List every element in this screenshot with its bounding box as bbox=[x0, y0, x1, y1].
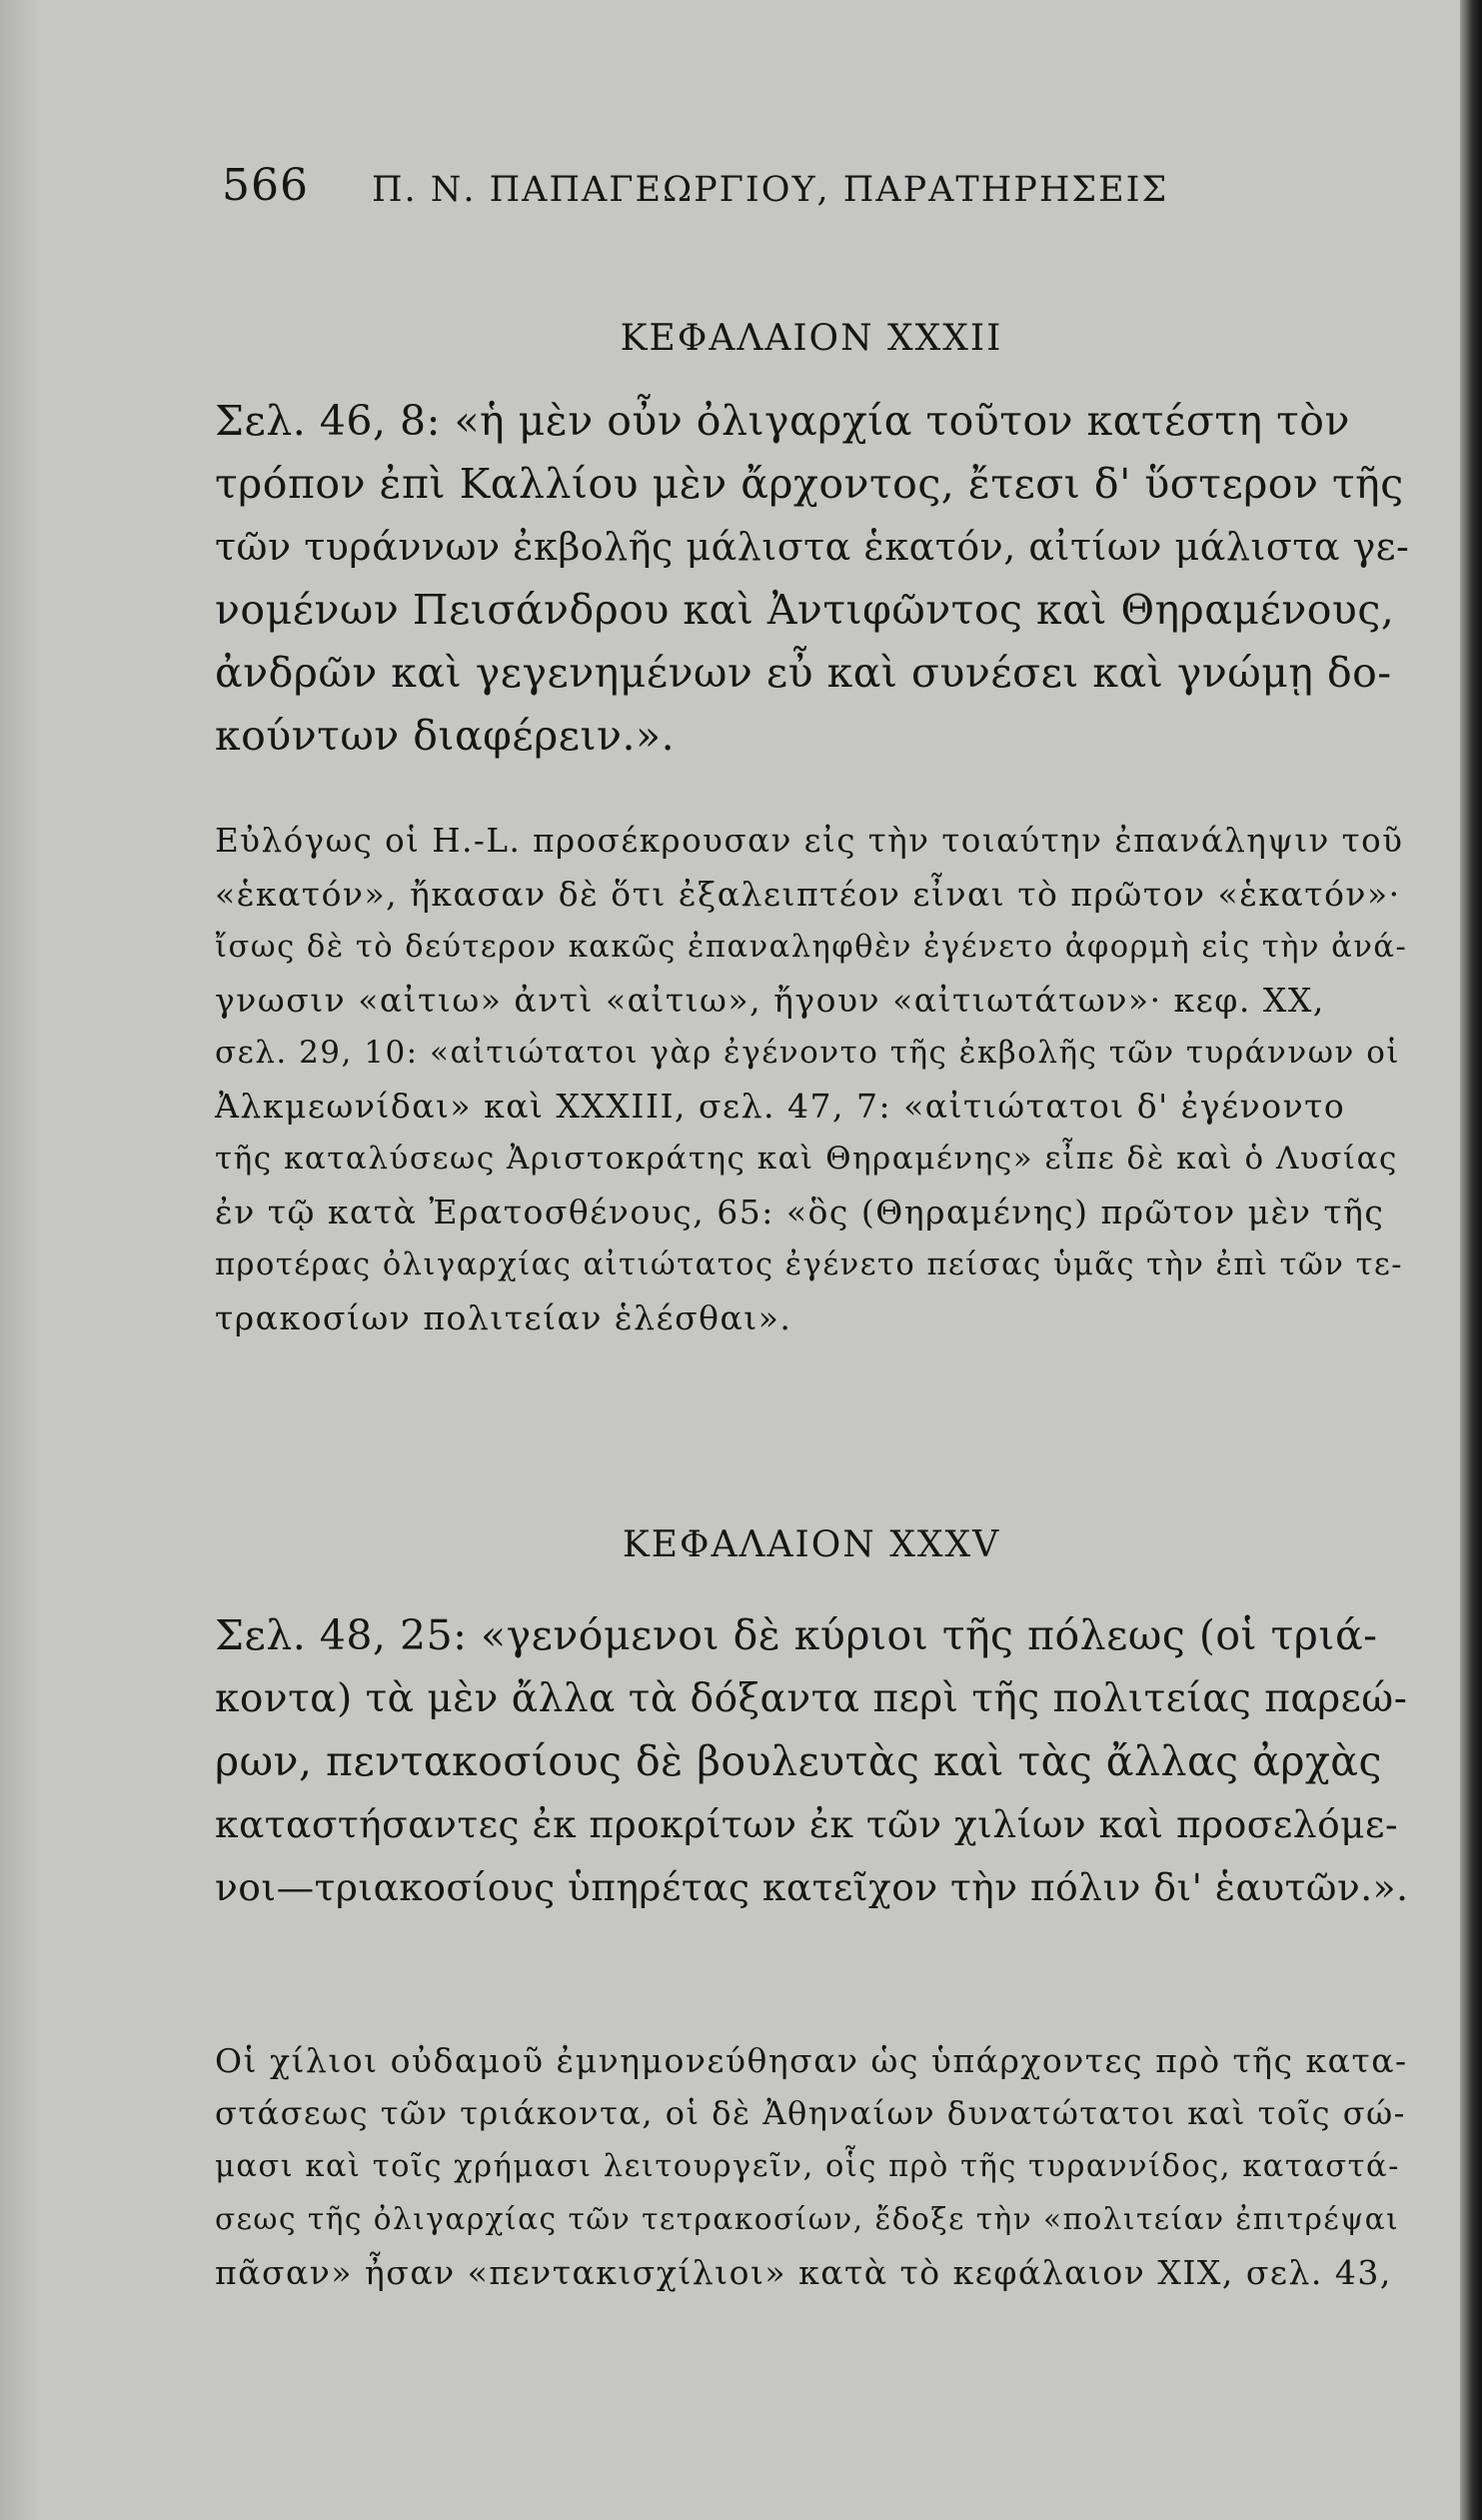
text-line: πᾶσαν» ἦσαν «πεντακισχίλιοι» κατὰ τὸ κεφάλαιον XIX, σελ. 43, bbox=[215, 2253, 1392, 2292]
page-shadow-left bbox=[0, 0, 40, 2520]
text-line: «ἑκατόν», ἤκασαν δὲ ὅτι ἐξαλειπτέον εἶναι τὸ πρῶτον «ἑκατόν»· bbox=[215, 875, 1401, 914]
text-line: Οἱ χίλιοι οὐδαμοῦ ἐμνημονεύθησαν ὡς ὑπάρχοντες πρὸ τῆς κατα- bbox=[215, 2041, 1408, 2080]
text-line: ἴσως δὲ τὸ δεύτερον κακῶς ἐπαναληφθὲν ἐγένετο ἀφορμὴ εἰς τὴν ἀνά- bbox=[215, 930, 1408, 965]
text-line: μασι καὶ τοῖς χρήμασι λειτουργεῖν, οἷς πρὸ τῆς τυραννίδος, καταστά- bbox=[215, 2149, 1400, 2184]
text-line: σελ. 29, 10: «αἰτιώτατοι γὰρ ἐγένοντο τῆς ἐκβολῆς τῶν τυράννων οἱ bbox=[215, 1035, 1401, 1071]
text-line: Σελ. 48, 25: «γενόμενοι δὲ κύριοι τῆς πόλεως (οἱ τριά- bbox=[215, 1611, 1378, 1659]
text-line: τρακοσίων πολιτείαν ἑλέσθαι». bbox=[215, 1298, 792, 1337]
text-line: τρόπον ἐπὶ Καλλίου μὲν ἄρχοντος, ἔτεσι δ' ὕστερον τῆς bbox=[215, 460, 1404, 508]
text-line: ἐν τῷ κατὰ Ἐρατοσθένους, 65: «ὃς (Θηραμένης) πρῶτον μὲν τῆς bbox=[215, 1193, 1385, 1232]
text-line: ἀνδρῶν καὶ γεγενημένων εὖ καὶ συνέσει καὶ γνώμῃ δο- bbox=[215, 649, 1392, 697]
comment-paragraph bbox=[215, 2034, 1409, 2299]
text-line: σεως τῆς ὀλιγαρχίας τῶν τετρακοσίων, ἔδοξε τὴν «πολιτείαν ἐπιτρέψαι bbox=[215, 2202, 1400, 2236]
text-line: νοι—τριακοσίους ὑπηρέτας κατεῖχον τὴν πόλιν δι' ἑαυτῶν.». bbox=[215, 1865, 1409, 1909]
text-line: γνωσιν «αἰτιω» ἀντὶ «αἰτιω», ἤγουν «αἰτιωτάτων»· κεφ. XX, bbox=[215, 981, 1325, 1020]
text-line: στάσεως τῶν τριάκοντα, οἱ δὲ Ἀθηναίων δυνατώτατοι καὶ τοῖς σώ- bbox=[215, 2094, 1406, 2132]
text-line: κούντων διαφέρειν.». bbox=[215, 712, 676, 760]
text-line: Ἀλκμεωνίδαι» καὶ XXXIII, σελ. 47, 7: «αἰτιώτατοι δ' ἐγένοντο bbox=[215, 1087, 1346, 1126]
comment-paragraph bbox=[215, 815, 1409, 1344]
text-line: προτέρας ὀλιγαρχίας αἰτιώτατος ἐγένετο πείσας ὑμᾶς τὴν ἐπὶ τῶν τε- bbox=[215, 1248, 1404, 1282]
chapter-heading: ΚΕΦΑΛΑΙΟΝ XXXII bbox=[620, 318, 1003, 359]
quote-paragraph bbox=[215, 390, 1409, 768]
chapter-heading: ΚΕΦΑΛΑΙΟΝ XXXV bbox=[622, 1524, 1001, 1565]
text-line: νομένων Πεισάνδρου καὶ Ἀντιφῶντος καὶ Θηραμένους, bbox=[215, 586, 1395, 634]
text-line: Εὐλόγως οἱ Η.-L. προσέκρουσαν εἰς τὴν τοιαύτην ἐπανάληψιν τοῦ bbox=[215, 822, 1404, 860]
page-edge-right bbox=[1460, 0, 1482, 2520]
text-line: ρων, πεντακοσίους δὲ βουλευτὰς καὶ τὰς ἄλλας ἀρχὰς bbox=[215, 1737, 1382, 1785]
text-line: Σελ. 46, 8: «ἡ μὲν οὖν ὀλιγαρχία τοῦτον κατέστη τὸν bbox=[215, 397, 1350, 445]
text-line: καταστήσαντες ἐκ προκρίτων ἐκ τῶν χιλίων καὶ προσελόμε- bbox=[215, 1802, 1399, 1846]
quote-paragraph bbox=[215, 1604, 1409, 1919]
page-header bbox=[222, 160, 1401, 220]
text-line: κοντα) τὰ μὲν ἄλλα τὰ δόξαντα περὶ τῆς πολιτείας παρεώ- bbox=[215, 1676, 1408, 1721]
page-number: 566 bbox=[222, 160, 309, 211]
running-head: Π. Ν. ΠΑΠΑΓΕΩΡΓΙΟΥ, ΠΑΡΑΤΗΡΗΣΕΙΣ bbox=[372, 170, 1169, 210]
text-line: τῶν τυράννων ἐκβολῆς μάλιστα ἑκατόν, αἰτίων μάλιστα γε- bbox=[215, 525, 1410, 569]
text-line: τῆς καταλύσεως Ἀριστοκράτης καὶ Θηραμένης» εἶπε δὲ καὶ ὁ Λυσίας bbox=[215, 1141, 1398, 1177]
